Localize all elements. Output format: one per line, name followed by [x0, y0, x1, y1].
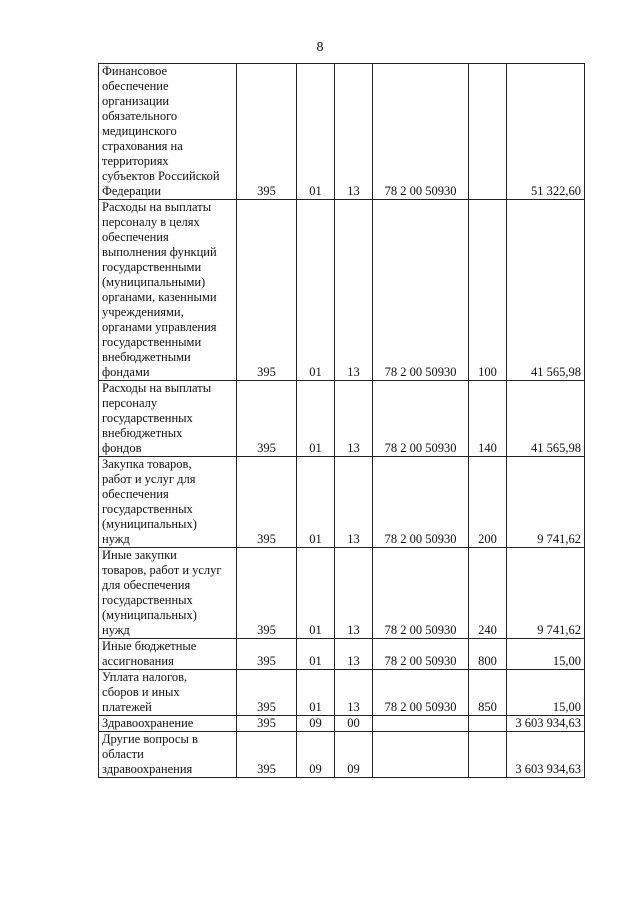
- amount: 3 603 934,63: [507, 732, 585, 778]
- target-article-code: [373, 716, 469, 732]
- amount: 15,00: [507, 639, 585, 670]
- section-code: 01: [297, 457, 335, 548]
- section-code: 09: [297, 716, 335, 732]
- expense-type-code: 140: [469, 381, 507, 457]
- amount: 41 565,98: [507, 381, 585, 457]
- target-article-code: 78 2 00 50930: [373, 381, 469, 457]
- row-name: Расходы на выплаты персоналу в целях обеспечения выполнения функций государственными (муниципальными) органами, казенными учреждениями, органами управления государственными внебюджетными фондами: [102, 200, 217, 379]
- section-code: 01: [297, 670, 335, 716]
- row-name-cell: [99, 716, 237, 732]
- row-name-cell: [99, 457, 237, 548]
- ved-code: 395: [237, 716, 297, 732]
- section-code: 01: [297, 639, 335, 670]
- target-article-code: 78 2 00 50930: [373, 200, 469, 381]
- table-row: [99, 64, 585, 200]
- row-name: Здравоохранение: [102, 716, 194, 730]
- expense-type-code: [469, 64, 507, 200]
- table-row: [99, 457, 585, 548]
- subsection-code: 09: [335, 732, 373, 778]
- target-article-code: 78 2 00 50930: [373, 548, 469, 639]
- amount: 3 603 934,63: [507, 716, 585, 732]
- table-row: [99, 732, 585, 778]
- row-name: Иные закупки товаров, работ и услуг для обеспечения государственных (муниципальных) нужд: [102, 548, 222, 637]
- ved-code: 395: [237, 732, 297, 778]
- table-row: [99, 670, 585, 716]
- target-article-code: 78 2 00 50930: [373, 64, 469, 200]
- subsection-code: 13: [335, 381, 373, 457]
- amount: 51 322,60: [507, 64, 585, 200]
- row-name: Закупка товаров, работ и услуг для обеспечения государственных (муниципальных) нужд: [102, 457, 197, 546]
- amount: 41 565,98: [507, 200, 585, 381]
- target-article-code: 78 2 00 50930: [373, 639, 469, 670]
- subsection-code: 00: [335, 716, 373, 732]
- amount: 9 741,62: [507, 548, 585, 639]
- subsection-code: 13: [335, 670, 373, 716]
- amount: 9 741,62: [507, 457, 585, 548]
- ved-code: 395: [237, 381, 297, 457]
- ved-code: 395: [237, 639, 297, 670]
- expense-type-code: 800: [469, 639, 507, 670]
- page-number: 8: [316, 40, 324, 55]
- row-name: Расходы на выплаты персоналу государственных внебюджетных фондов: [102, 381, 212, 455]
- ved-code: 395: [237, 457, 297, 548]
- table-row: [99, 381, 585, 457]
- ved-code: 395: [237, 64, 297, 200]
- expense-type-code: [469, 716, 507, 732]
- table-row: [99, 200, 585, 381]
- section-code: 01: [297, 200, 335, 381]
- ved-code: 395: [237, 670, 297, 716]
- row-name-cell: [99, 639, 237, 670]
- amount: 15,00: [507, 670, 585, 716]
- row-name-cell: [99, 64, 237, 200]
- row-name-cell: [99, 381, 237, 457]
- target-article-code: 78 2 00 50930: [373, 670, 469, 716]
- expense-type-code: 850: [469, 670, 507, 716]
- target-article-code: 78 2 00 50930: [373, 457, 469, 548]
- expense-type-code: 200: [469, 457, 507, 548]
- row-name-cell: [99, 200, 237, 381]
- expense-type-code: [469, 732, 507, 778]
- section-code: 01: [297, 381, 335, 457]
- row-name-cell: [99, 732, 237, 778]
- table-row: [99, 716, 585, 732]
- expense-type-code: 100: [469, 200, 507, 381]
- subsection-code: 13: [335, 64, 373, 200]
- section-code: 01: [297, 64, 335, 200]
- target-article-code: [373, 732, 469, 778]
- row-name: Уплата налогов, сборов и иных платежей: [102, 670, 188, 714]
- subsection-code: 13: [335, 639, 373, 670]
- expense-type-code: 240: [469, 548, 507, 639]
- table-row: [99, 548, 585, 639]
- subsection-code: 13: [335, 457, 373, 548]
- row-name: Иные бюджетные ассигнования: [102, 639, 197, 668]
- subsection-code: 13: [335, 200, 373, 381]
- budget-table: [98, 63, 585, 778]
- row-name-cell: [99, 548, 237, 639]
- row-name: Другие вопросы в области здравоохранения: [102, 732, 198, 776]
- ved-code: 395: [237, 548, 297, 639]
- row-name: Финансовое обеспечение организации обязательного медицинского страхования на территориях субъектов Российской Федерации: [102, 64, 220, 198]
- section-code: 01: [297, 548, 335, 639]
- ved-code: 395: [237, 200, 297, 381]
- section-code: 09: [297, 732, 335, 778]
- row-name-cell: [99, 670, 237, 716]
- subsection-code: 13: [335, 548, 373, 639]
- budget-table-body: [99, 64, 585, 778]
- table-row: [99, 639, 585, 670]
